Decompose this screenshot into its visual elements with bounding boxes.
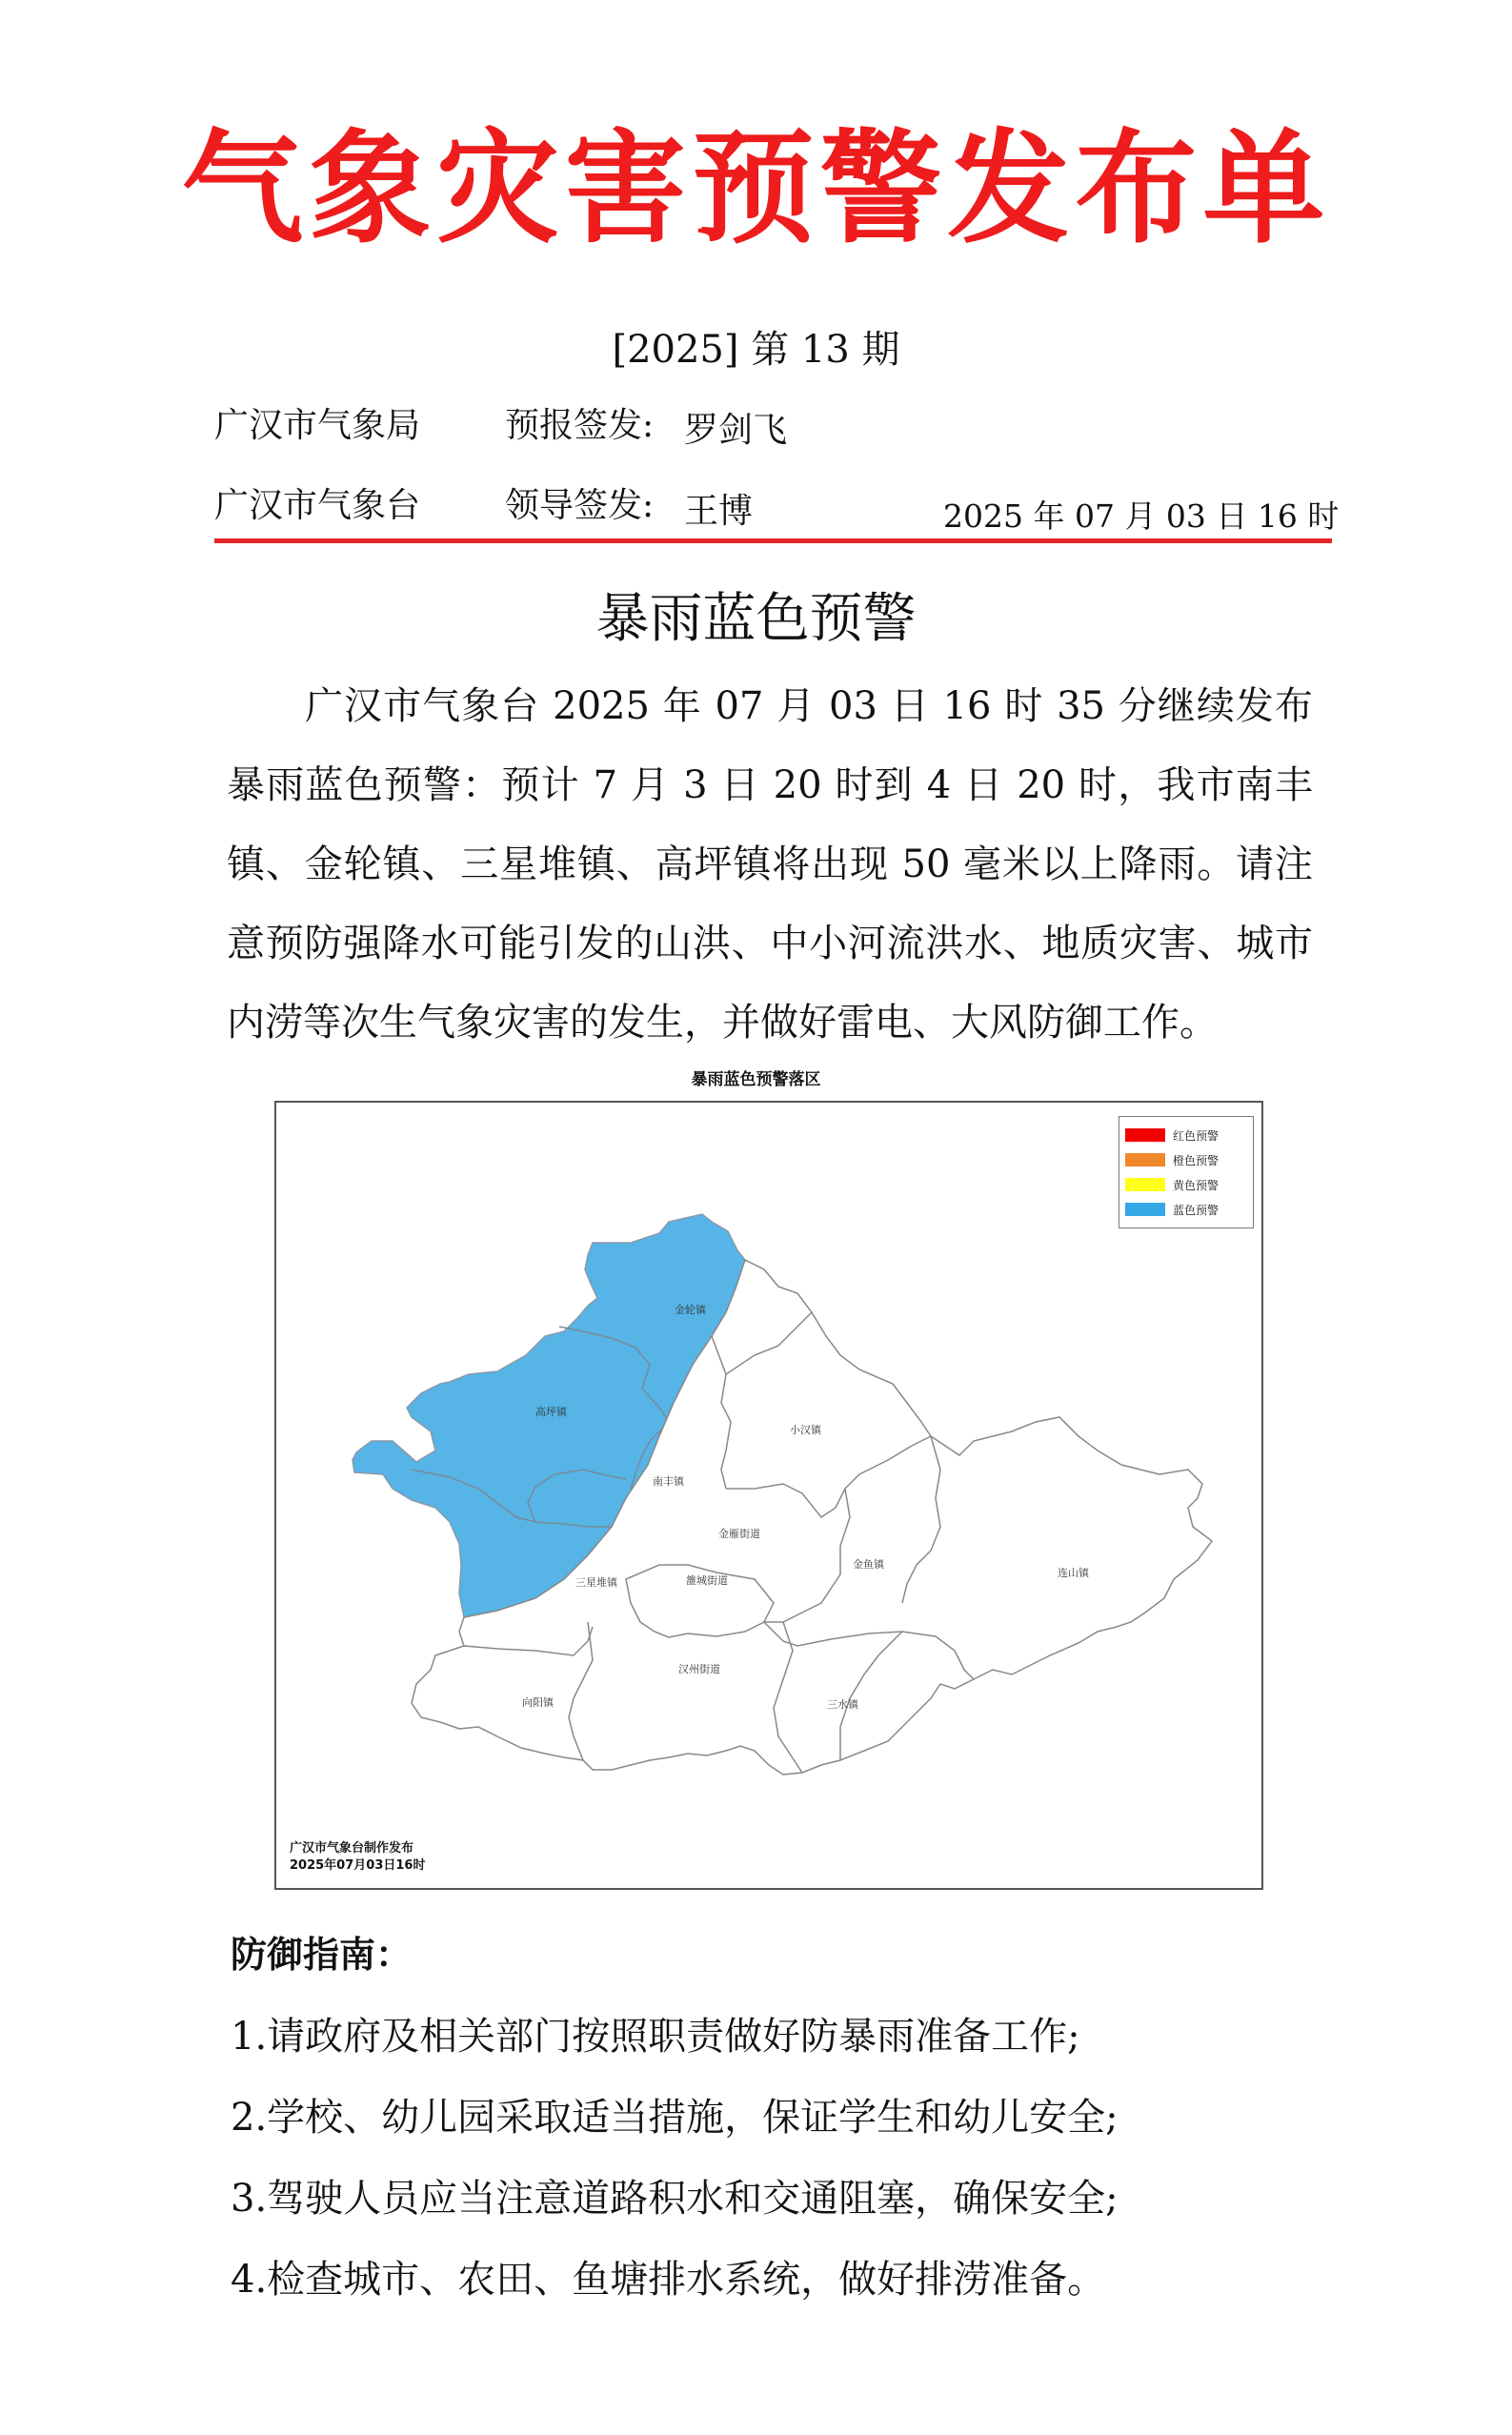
legend-swatch-orange (1125, 1153, 1165, 1167)
town-label: 高坪镇 (535, 1406, 567, 1418)
town-label: 汉州街道 (678, 1663, 720, 1675)
leader-sign-label: 领导签发: (505, 486, 655, 525)
guide-heading: 防御指南： (231, 1934, 413, 1976)
legend-item: 红色预警 (1125, 1123, 1247, 1147)
warning-map (274, 1101, 1263, 1890)
header-divider (214, 538, 1332, 543)
town-label: 南丰镇 (653, 1475, 684, 1488)
town-label: 金轮镇 (675, 1304, 706, 1316)
legend-swatch-red (1125, 1128, 1165, 1142)
issue-number: [2025] 第 13 期 (612, 328, 900, 372)
town-label: 小汉镇 (790, 1424, 821, 1436)
map-title: 暴雨蓝色预警落区 (691, 1070, 821, 1089)
town-label: 向阳镇 (522, 1696, 554, 1709)
warning-body: 广汉市气象台 2025 年 07 月 03 日 16 时 35 分继续发布暴雨蓝色预警：预计 7 月 3 日 20 时到 4 日 20 时，我市南丰镇、金轮镇、三星堆镇、高坪镇将出现 50 毫米以上降雨。请注意预防强降水可能引发的山洪、中小河流洪水、地质灾害、城市内涝等次生气象灾害的发生，并做好雷电、大风防御工作。 (227, 684, 1313, 1045)
legend-swatch-blue (1125, 1203, 1165, 1216)
forecast-signer: 罗剑飞 (684, 411, 788, 450)
town-label: 金雁街道 (718, 1528, 760, 1540)
issue-datetime: 2025 年 07 月 03 日 16 时 (943, 497, 1340, 535)
legend-swatch-yellow (1125, 1178, 1165, 1191)
guide-item: 3.驾驶人员应当注意道路积水和交通阻塞，确保安全; (231, 2177, 1119, 2221)
legend-item: 黄色预警 (1125, 1172, 1247, 1197)
map-svg (276, 1103, 1261, 1888)
legend-item: 橙色预警 (1125, 1147, 1247, 1172)
town-label: 雒城街道 (686, 1574, 728, 1587)
town-label: 三星堆镇 (575, 1576, 617, 1589)
warning-subtitle: 暴雨蓝色预警 (595, 588, 917, 650)
guide-item: 4.检查城市、农田、鱼塘排水系统，做好排涝准备。 (231, 2258, 1106, 2302)
document-title: 气象灾害预警发布单 (181, 118, 1331, 260)
town-label: 三水镇 (827, 1698, 858, 1711)
town-label: 金鱼镇 (853, 1558, 884, 1571)
legend-item: 蓝色预警 (1125, 1197, 1247, 1222)
leader-signer: 王博 (684, 492, 754, 531)
issuer-station: 广汉市气象台 (214, 486, 421, 525)
map-legend (1119, 1116, 1254, 1228)
guide-item: 2.学校、幼儿园采取适当措施，保证学生和幼儿安全; (231, 2096, 1119, 2140)
town-label: 连山镇 (1058, 1567, 1089, 1579)
forecast-sign-label: 预报签发: (505, 406, 655, 445)
issuer-bureau: 广汉市气象局 (214, 406, 421, 445)
map-credit: 广汉市气象台制作发布 2025年07月03日16时 (290, 1841, 426, 1873)
guide-item: 1.请政府及相关部门按照职责做好防暴雨准备工作; (231, 2015, 1080, 2059)
